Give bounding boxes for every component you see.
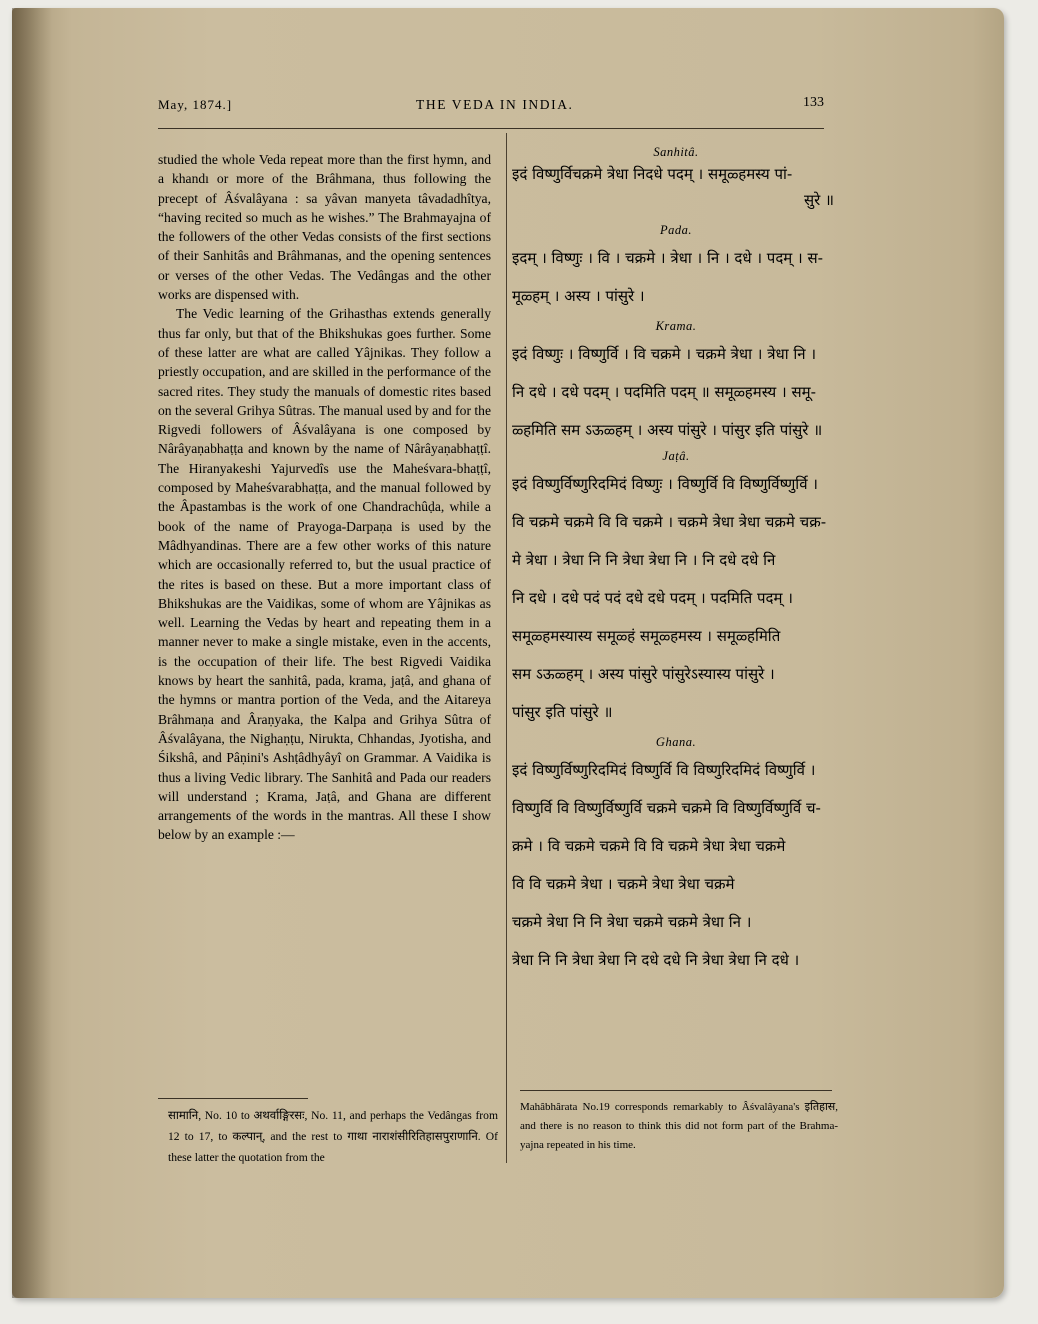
verse-line: नि दधे । दधे पदम् । पदमिति पदम् ॥ समूळ्हमस्य । समू- bbox=[512, 383, 816, 401]
verse-line: सम ऽऊळ्हम् । अस्य पांसुरे पांसुरेऽस्यास्य पांसुरे । bbox=[512, 665, 775, 683]
section-heading-krama: Krama. bbox=[655, 319, 697, 333]
section-heading-jata: Jaṭâ. bbox=[662, 449, 690, 463]
footnote-rule-left bbox=[158, 1098, 308, 1099]
verse-line: वि चक्रमे चक्रमे वि वि चक्रमे । चक्रमे त्रेधा त्रेधा चक्रमे चक्र- bbox=[512, 513, 827, 531]
section-heading-pada: Pada. bbox=[659, 223, 692, 237]
verse-line: सुरे ॥ bbox=[803, 191, 834, 209]
footnote-rule-right bbox=[520, 1090, 832, 1091]
verse-line: त्रेधा नि नि त्रेधा त्रेधा नि दधे दधे नि त्रेधा त्रेधा नि दधे । bbox=[512, 951, 800, 969]
verse-line: इदं विष्णुर्विष्णुरिदमिदं विष्णुर्वि वि विष्णुरिदमिदं विष्णुर्वि । bbox=[512, 761, 816, 779]
column-divider bbox=[506, 133, 507, 1163]
running-header bbox=[158, 97, 824, 119]
verse-line: इदं विष्णुः । विष्णुर्वि । वि चक्रमे । चक्रमे त्रेधा । त्रेधा नि । bbox=[512, 345, 817, 363]
verse-line: इदं विष्णुर्विष्णुरिदमिदं विष्णुः । विष्णुर्वि वि विष्णुर्विष्णुर्वि । bbox=[512, 475, 818, 493]
left-column bbox=[158, 150, 491, 845]
left-footnote: सामानि, No. 10 to अथर्वाङ्गिरसः, No. 11, and perhaps the Vedângas from 12 to 17, to कल्पान्, and the rest to गाथा नाराशंसीरितिहासपुराणानि. Of these latter the quotation from the bbox=[168, 1109, 498, 1164]
verse-line: इदं विष्णुर्विचक्रमे त्रेधा निदधे पदम् । समूळ्हमस्य पां- bbox=[512, 165, 793, 183]
right-footnote: Mahâbhârata No.19 corresponds remarkably to Âśvalâyana's इतिहास, and there is no reason to think this did not form part of the Brahma-yajna repeated in his time. bbox=[520, 1101, 838, 1151]
verse-line: नि दधे । दधे पदं पदं दधे दधे पदम् । पदमिति पदम् । bbox=[512, 589, 793, 607]
verse-line: इदम् । विष्णुः । वि । चक्रमे । त्रेधा । नि । दधे । पदम् । स- bbox=[512, 249, 824, 267]
header-date: May, 1874.] bbox=[158, 97, 233, 112]
page-fold-shadow bbox=[12, 8, 52, 1298]
section-heading-sanhita: Sanhitâ. bbox=[653, 145, 699, 159]
header-rule bbox=[158, 128, 824, 129]
verse-line: वि वि चक्रमे त्रेधा । चक्रमे त्रेधा त्रेधा चक्रमे bbox=[512, 875, 735, 893]
section-heading-ghana: Ghana. bbox=[655, 735, 697, 749]
right-column bbox=[512, 143, 840, 973]
paragraph: studied the whole Veda repeat more than the first hymn, and a khandı or more of the Brâhmana, thus following the precept of Âśvalâyana : sa yâvan manyeta tâvadadhîtya, “having recited so much as he wishes.” The Brahmayajna of the followers of the other Vedas consists of the first sections of their Sanhitâs and Brâhmanas, and the opening sentences or verses of the other Vedas. The Vedângas and the other works are dispensed with. bbox=[158, 152, 491, 303]
verse-line: मे त्रेधा । त्रेधा नि नि त्रेधा त्रेधा नि । नि दधे दधे नि bbox=[512, 551, 776, 569]
verse-line: पांसुर इति पांसुरे ॥ bbox=[512, 703, 613, 721]
verse-line: मूळ्हम् । अस्य । पांसुरे । bbox=[512, 287, 645, 305]
verse-line: क्रमे । वि चक्रमे चक्रमे वि वि चक्रमे त्रेधा त्रेधा चक्रमे bbox=[512, 837, 786, 855]
paragraph: The Vedic learning of the Grihasthas extends generally thus far only, but that of the Bhikshukas goes further. Some of these latter are what are called Yâjnikas. They follow a priestly occupation, and are skilled in the performance of the sacred rites. They study the manuals of domestic rites based on the several Grihya Sûtras. The manual used by and for the Rigvedi followers of Âśvalâyana is one composed by Nârâyaṇabhaṭṭa and known by the name of Nârâyaṇabhaṭṭî. The Hiranyakeshi Yajurvedîs use the Maheśvara-bhaṭṭî, composed by Maheśvarabhaṭṭa, and the manual followed by the Âpastambas is the work of one Chandrachûḍa, while a book of the name of Prayoga-Darpaṇa is used by the Mâdhyandinas. There are a few other works of this nature which are occasionally referred to, but the usual practice of the rites is based on these. But a more important class of Bhikshukas are the Vaidikas, some of whom are Yâjnikas as well. Learning the Vedas by heart and repeating them in a manner never to make a single mistake, even in the accents, is the occupation of their life. The best Rigvedi Vaidika knows by heart the sanhitâ, pada, krama, jaṭâ, and ghana of the hymns or mantra portion of the Veda, and the Aitareya Brâhmaṇa and Âraṇyaka, the Kalpa and Grihya Sûtra of Âśvalâyana, the Nighaṇṭu, Nirukta, Chhandas, Jyotisha, and Śikshâ, and Pâṇini's Ashṭâdhyâyî on Grammar. A Vaidika is thus a living Vedic library. The Sanhitâ and Pada our readers will understand ; Krama, Jaṭâ, and Ghana are different arrangements of the words in the mantras. All these I show below by an example :— bbox=[158, 306, 491, 843]
page-number: 133 bbox=[803, 95, 824, 110]
verse-line: समूळ्हमस्यास्य समूळ्हं समूळ्हमस्य । समूळ्हमिति bbox=[512, 627, 781, 645]
header-title: THE VEDA IN INDIA. bbox=[416, 97, 574, 112]
verse-line: विष्णुर्वि वि विष्णुर्विष्णुर्वि चक्रमे चक्रमे वि विष्णुर्विष्णुर्वि च- bbox=[512, 799, 821, 817]
verse-line: ळ्हमिति सम ऽऊळ्हम् । अस्य पांसुरे । पांसुर इति पांसुरे ॥ bbox=[512, 421, 823, 439]
verse-line: चक्रमे त्रेधा नि नि त्रेधा चक्रमे चक्रमे त्रेधा नि । bbox=[512, 913, 752, 931]
